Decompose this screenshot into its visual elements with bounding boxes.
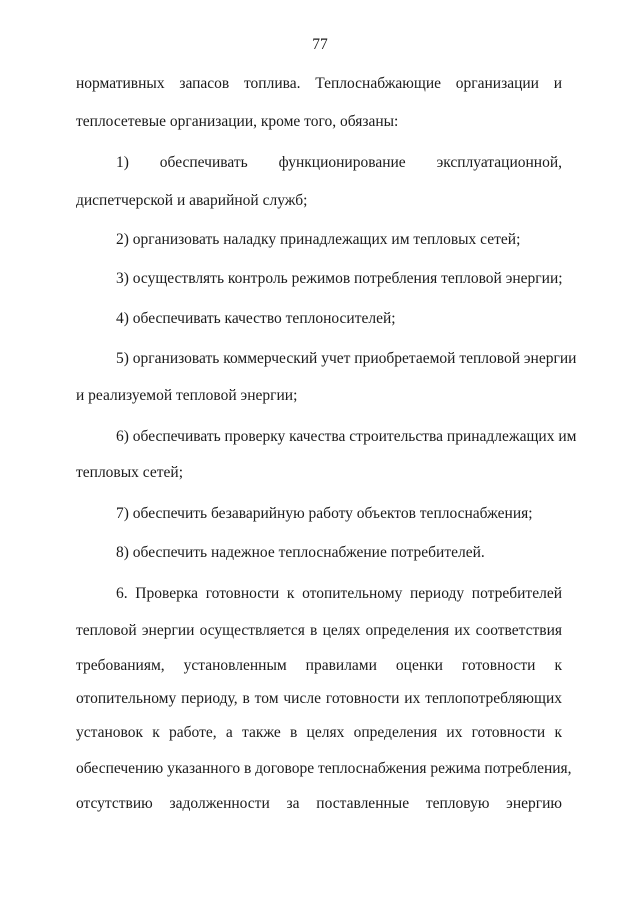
text-line: 8) обеспечить надежное теплоснабжение потребителей. <box>116 544 485 561</box>
text-line: требованиям, установленным правилами оценки готовности к <box>76 657 562 674</box>
text-line: тепловых сетей; <box>76 464 183 481</box>
text-line: 1) обеспечивать функционирование эксплуатационной, <box>116 154 562 171</box>
text-line: обеспечению указанного в договоре теплоснабжения режима потребления, <box>76 760 572 777</box>
text-line: теплосетевые организации, кроме того, обязаны: <box>76 113 399 130</box>
page-number: 77 <box>312 36 328 53</box>
text-line: тепловой энергии осуществляется в целях определения их соответствия <box>76 622 562 639</box>
text-line: диспетчерской и аварийной служб; <box>76 192 308 209</box>
text-line: 5) организовать коммерческий учет приобретаемой тепловой энергии <box>116 350 577 367</box>
text-line: 7) обеспечить безаварийную работу объектов теплоснабжения; <box>116 505 533 522</box>
text-line: 2) организовать наладку принадлежащих им тепловых сетей; <box>116 231 521 248</box>
text-line: и реализуемой тепловой энергии; <box>76 387 298 404</box>
text-line: установок к работе, а также в целях определения их готовности к <box>76 724 562 741</box>
text-line: 6. Проверка готовности к отопительному периоду потребителей <box>116 585 562 602</box>
text-line: 6) обеспечивать проверку качества строительства принадлежащих им <box>116 428 577 445</box>
text-line: отсутствию задолженности за поставленные тепловую энергию <box>76 795 562 812</box>
text-line: 4) обеспечивать качество теплоносителей; <box>116 310 396 327</box>
text-line: 3) осуществлять контроль режимов потребления тепловой энергии; <box>116 270 563 287</box>
text-line: нормативных запасов топлива. Теплоснабжающие организации и <box>76 75 562 92</box>
text-line: отопительному периоду, в том числе готовности их теплопотребляющих <box>76 690 562 707</box>
